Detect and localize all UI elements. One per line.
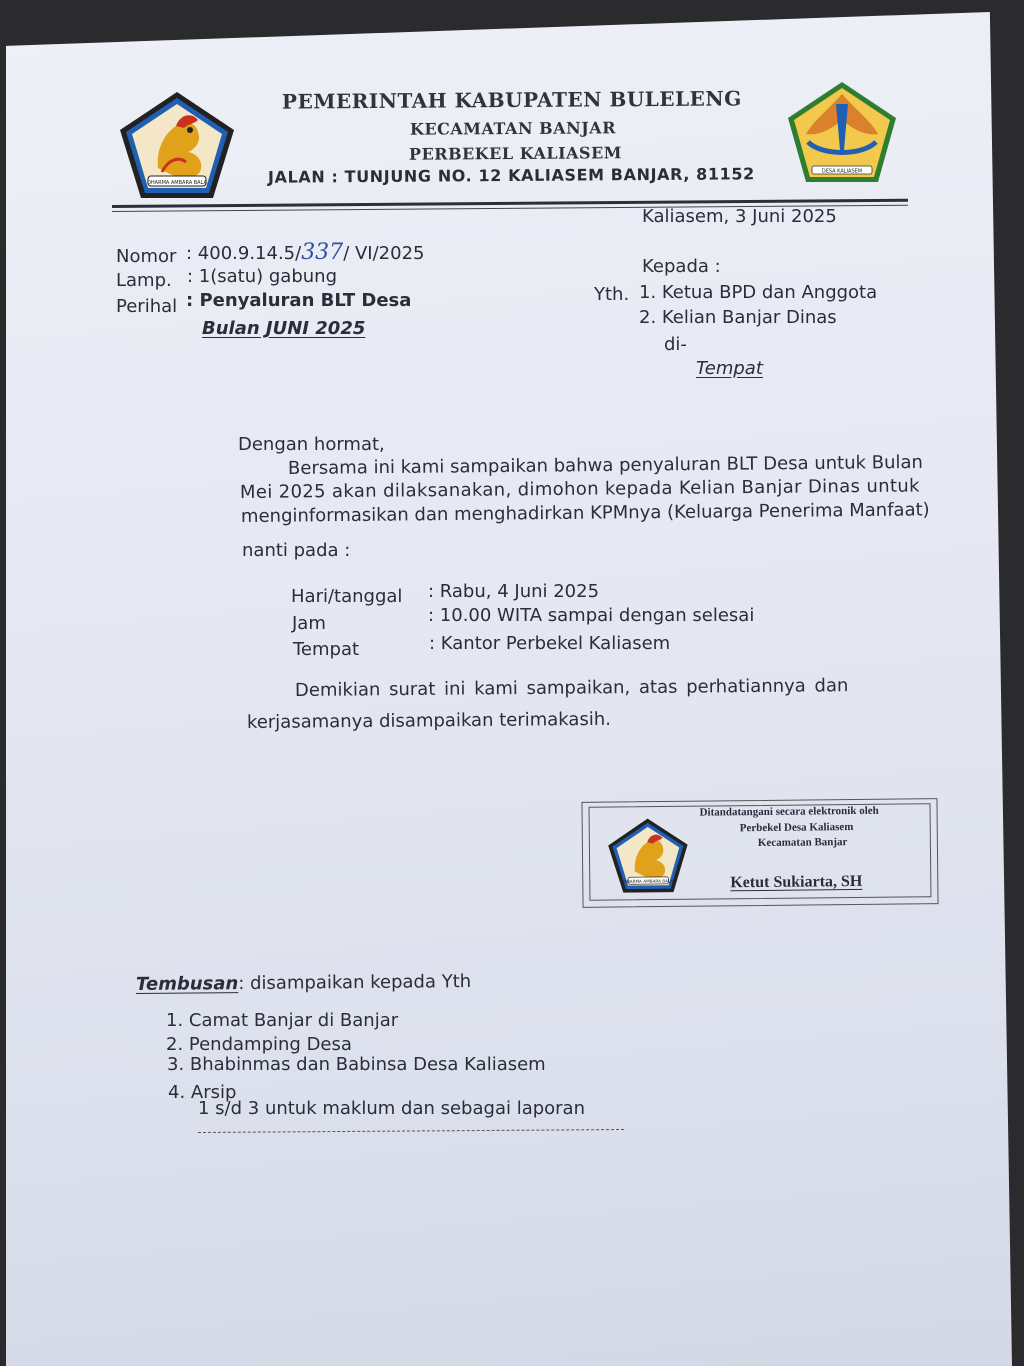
paragraph-line-4: nanti pada : xyxy=(242,540,351,561)
closing-line-1: Demikian surat ini kami sampaikan, atas perhatiannya dan xyxy=(294,675,849,701)
signature-line-3: Kecamatan Banjar xyxy=(757,836,848,850)
recipient-item-2: 2. Kelian Banjar Dinas xyxy=(639,307,837,328)
tembusan-item-2: 2. Pendamping Desa xyxy=(166,1034,352,1055)
tembusan-item-3: 3. Bhabinmas dan Babinsa Desa Kaliasem xyxy=(167,1054,546,1075)
gov-title: PEMERINTAH KABUPATEN BULELENG xyxy=(281,86,742,114)
office-title: PERBEKEL KALIASEM xyxy=(408,143,623,164)
lamp-value: : 1(satu) gabung xyxy=(187,266,338,287)
nomor-value xyxy=(186,240,424,265)
perihal-label: Perihal xyxy=(116,296,178,317)
letter-date: Kaliasem, 3 Juni 2025 xyxy=(642,206,837,227)
tembusan-heading xyxy=(136,971,471,995)
paragraph-line-2: Mei 2025 akan dilaksanakan, dimohon kepada Kelian Banjar Dinas untuk xyxy=(239,475,920,503)
detail-label-date: Hari/tanggal xyxy=(291,586,403,607)
salutation: Dengan hormat, xyxy=(238,434,385,455)
buleleng-emblem-logo xyxy=(118,90,236,202)
electronic-signature-box xyxy=(581,798,938,908)
office-address: JALAN : TUNJUNG NO. 12 KALIASEM BANJAR, 81152 xyxy=(267,164,755,187)
nomor-suffix: / VI/2025 xyxy=(343,243,425,264)
detail-label-place: Tempat xyxy=(293,639,360,660)
logo-left-text: DHARMA AMBARA BALA xyxy=(147,180,207,186)
district-title: KECAMATAN BANJAR xyxy=(409,118,617,139)
nomor-handwritten: 337 xyxy=(301,240,344,265)
signature-line-2: Perbekel Desa Kaliasem xyxy=(739,821,854,835)
paragraph-line-3: menginformasikan dan menghadirkan KPMnya (Keluarga Penerima Manfaat) xyxy=(240,499,930,527)
paragraph-line-1: Bersama ini kami sampaikan bahwa penyaluran BLT Desa untuk Bulan xyxy=(287,451,923,479)
tembusan-item-4: 4. Arsip xyxy=(168,1082,237,1103)
tembusan-item-1: 1. Camat Banjar di Banjar xyxy=(166,1010,399,1031)
signature-inner-frame xyxy=(589,803,932,901)
signature-logo-text: DHARMA AMBARA BALA xyxy=(623,878,674,884)
signature-line-1: Ditandatangani secara elektronik oleh xyxy=(699,804,879,819)
kaliasem-village-logo xyxy=(786,80,898,186)
signature-emblem-logo xyxy=(604,817,693,896)
closing-line-2: kerjasamanya disampaikan terimakasih. xyxy=(246,708,611,733)
detail-value-place: : Kantor Perbekel Kaliasem xyxy=(429,633,671,654)
yth-label: Yth. xyxy=(594,284,630,305)
logo-right-text: DESA KALIASEM xyxy=(821,168,863,175)
tempat-label: Tempat xyxy=(696,358,763,379)
tembusan-suffix: : disampaikan kepada Yth xyxy=(238,971,472,995)
perihal-month: Bulan JUNI 2025 xyxy=(202,318,366,339)
signer-name: Ketut Sukiarta, SH xyxy=(730,872,863,892)
nomor-prefix: : 400.9.14.5/ xyxy=(186,243,302,264)
perihal-value: : Penyaluran BLT Desa xyxy=(186,290,412,311)
lamp-label: Lamp. xyxy=(116,270,172,291)
tembusan-label: Tembusan xyxy=(135,973,239,995)
nomor-label: Nomor xyxy=(116,246,177,267)
di-label: di- xyxy=(664,334,687,355)
detail-value-date: : Rabu, 4 Juni 2025 xyxy=(428,581,600,602)
recipient-item-1: 1. Ketua BPD dan Anggota xyxy=(639,282,878,303)
detail-value-time: : 10.00 WITA sampai dengan selesai xyxy=(428,605,755,626)
tembusan-note: 1 s/d 3 untuk maklum dan sebagai laporan xyxy=(198,1098,585,1119)
detail-label-time: Jam xyxy=(292,613,326,634)
kepada-label: Kepada : xyxy=(642,256,721,277)
